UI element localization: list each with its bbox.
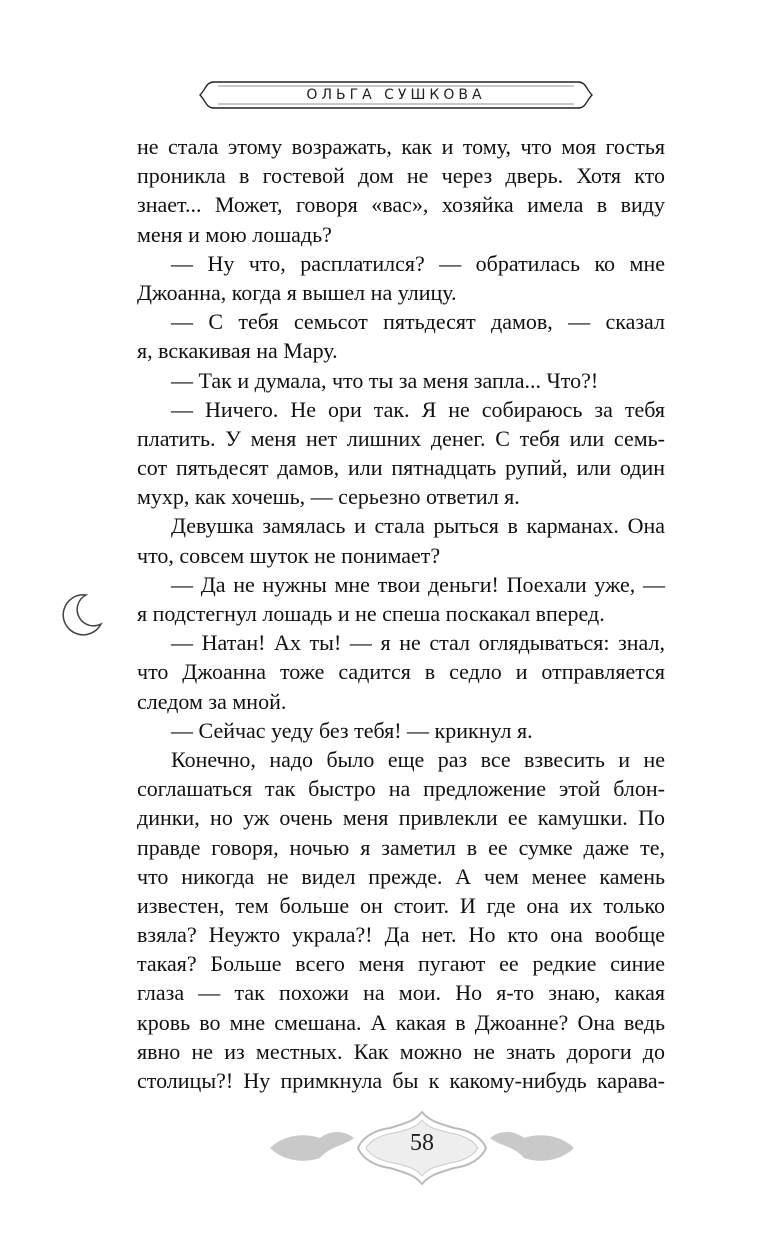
text-line: не стала этому возражать, как и тому, что моя гостья bbox=[137, 134, 665, 159]
text-line: — Ну что, расплатился? — обратилась ко мне bbox=[171, 250, 665, 276]
text-line: — Сейчас уеду без тебя! — крикнул я. bbox=[171, 717, 533, 743]
text-line: что, совсем шуток не понимает? bbox=[137, 542, 441, 568]
text-line: правде говоря, ночью я заметил в ее сумке даже те, bbox=[137, 834, 665, 860]
text-line: динки, но уж очень меня привлекли ее камушки. По bbox=[137, 805, 665, 831]
author-name: ОЛЬГА СУШКОВА bbox=[306, 87, 486, 103]
text-line: меня и мою лошадь? bbox=[137, 221, 332, 247]
text-line: мухр, как хочешь, — серьезно ответил я. bbox=[137, 484, 520, 510]
text-line: следом за мной. bbox=[137, 688, 287, 714]
page-footer-ornament bbox=[262, 1108, 582, 1188]
text-line: кровь во мне смешана. А какая в Джоанне? Она ведь bbox=[137, 1009, 665, 1035]
crescent-moon-icon bbox=[58, 592, 104, 638]
text-line: явно не из местных. Как можно не знать дороги до bbox=[137, 1038, 665, 1064]
text-line: глаза — так похожи на мои. Но я-то знаю, какая bbox=[137, 980, 665, 1006]
text-line: — Ничего. Не ори так. Я не собираюсь за тебя bbox=[171, 396, 665, 422]
text-line: я подстегнул лошадь и не спеша поскакал вперед. bbox=[137, 601, 605, 626]
text-line: — Да не нужны мне твои деньги! Поехали уже, — bbox=[171, 571, 665, 597]
text-line: взяла? Неужто украла?! Да нет. Но кто она вообще bbox=[137, 922, 665, 948]
text-line: что никогда не видел прежде. А чем менее камень bbox=[137, 863, 665, 889]
text-line: Девушка замялась и стала рыться в карманах. Она bbox=[171, 513, 665, 539]
text-line: столицы?! Ну примкнула бы к какому-нибудь карава- bbox=[137, 1068, 665, 1093]
text-line: такая? Больше всего меня пугают ее редкие синие bbox=[137, 951, 665, 977]
page-body-text bbox=[137, 132, 665, 1095]
text-line: — С тебя семьсот пятьдесят дамов, — сказал bbox=[171, 309, 665, 335]
running-header bbox=[196, 77, 596, 113]
text-line: Джоанна, когда я вышел на улицу. bbox=[137, 279, 457, 305]
text-line: платить. У меня нет лишних денег. С тебя или семь- bbox=[137, 425, 665, 451]
text-line: знает... Может, говоря «вас», хозяйка имела в виду bbox=[137, 192, 665, 218]
text-line: я, вскакивая на Мару. bbox=[137, 338, 338, 364]
text-line: проникла в гостевой дом не через дверь. Хотя кто bbox=[137, 163, 665, 189]
text-line: известен, тем больше он стоит. И где она их только bbox=[137, 892, 665, 918]
page-number: 58 bbox=[410, 1130, 434, 1156]
text-line: соглашаться так быстро на предложение этой блон- bbox=[137, 776, 665, 802]
text-line: что Джоанна тоже садится в седло и отправляется bbox=[137, 659, 665, 685]
text-line: — Так и думала, что ты за меня запла... Что?! bbox=[171, 367, 599, 393]
text-line: Конечно, надо было еще раз все взвесить и не bbox=[171, 746, 665, 772]
text-line: — Натан! Ах ты! — я не стал оглядываться: знал, bbox=[171, 630, 665, 656]
text-line: сот пятьдесят дамов, или пятнадцать рупий, или один bbox=[137, 455, 665, 481]
